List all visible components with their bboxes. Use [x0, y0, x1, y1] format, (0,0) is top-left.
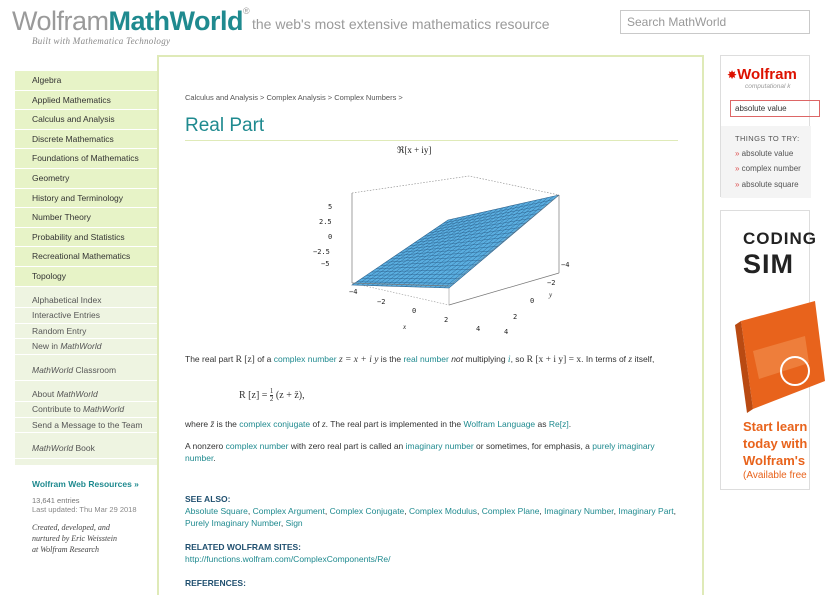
z-tick: 2.5	[319, 218, 332, 226]
sidebar-item-book[interactable]	[15, 439, 157, 459]
wolfram-alpha-input[interactable]: absolute value	[730, 100, 820, 117]
wolfram-alpha-logo[interactable]	[727, 66, 797, 83]
text: .	[213, 453, 215, 463]
x-axis-label: x	[402, 323, 407, 331]
sidebar-item-number-theory[interactable]: Number Theory	[15, 208, 157, 228]
fraction-numerator: 1	[270, 388, 274, 396]
text: .	[569, 419, 571, 429]
fraction-denominator: 2	[270, 396, 274, 403]
y-tick: −2	[547, 279, 555, 287]
x-tick: 2	[444, 316, 448, 324]
sidebar-item-recreational[interactable]: Recreational Mathematics	[15, 247, 157, 267]
formula-rhs: (z + z̄),	[273, 390, 304, 401]
z-tick: −2.5	[313, 248, 330, 256]
emphasis-not: not	[451, 354, 463, 364]
text: of a	[255, 354, 274, 364]
sidebar-divider	[15, 459, 157, 465]
y-tick: 2	[513, 313, 517, 321]
book-suffix: Book	[73, 443, 95, 453]
text: multiplying	[463, 354, 508, 364]
sidebar-item-discrete-mathematics[interactable]: Discrete Mathematics	[15, 130, 157, 150]
text: with zero real part is called an	[288, 441, 405, 451]
math-z: z	[322, 420, 326, 430]
wolfram-alpha-logo-text: Wolfram	[737, 66, 797, 83]
wolfram-web-resources-link[interactable]: Wolfram Web Resources »	[15, 479, 157, 489]
x-tick: 0	[412, 307, 416, 315]
text: or sometimes, for emphasis, a	[474, 441, 593, 451]
bullet-icon: »	[735, 149, 742, 158]
sidebar-item-random-entry[interactable]: Random Entry	[15, 324, 157, 340]
real-part-formula	[239, 388, 305, 403]
link-complex-number[interactable]: complex number	[226, 441, 289, 451]
sidebar-item-send-message[interactable]: Send a Message to the Team	[15, 418, 157, 434]
see-also-link[interactable]: Sign	[286, 518, 303, 528]
y-tick: −4	[561, 261, 569, 269]
new-in-name: MathWorld	[60, 341, 101, 351]
classroom-name: MathWorld	[32, 365, 73, 375]
z-tick: 0	[328, 233, 332, 241]
math-z: z	[628, 355, 632, 365]
site-header	[0, 0, 800, 54]
try-example-label: complex number	[742, 164, 801, 173]
things-to-try-heading: THINGS TO TRY:	[735, 134, 800, 143]
last-updated: Last updated: Thu Mar 29 2018	[15, 505, 157, 514]
math-z-def: z = x + i y	[337, 355, 379, 365]
try-example-label: absolute square	[742, 180, 799, 189]
sidebar-item-new-in-mathworld[interactable]	[15, 339, 157, 355]
y-tick: 0	[530, 297, 534, 305]
link-complex-conjugate[interactable]: complex conjugate	[239, 419, 310, 429]
page-title: Real Part	[185, 115, 264, 137]
link-wolfram-language[interactable]: Wolfram Language	[463, 419, 535, 429]
text: as	[535, 419, 549, 429]
text: of	[310, 419, 322, 429]
site-tagline: the web's most extensive mathematics resource	[252, 16, 550, 32]
breadcrumb[interactable]: Calculus and Analysis > Complex Analysis > Complex Numbers >	[185, 93, 403, 102]
text: A nonzero	[185, 441, 226, 451]
related-site-link[interactable]: http://functions.wolfram.com/ComplexComponents/Re/	[185, 553, 680, 565]
ad-line-5: Wolfram's	[743, 453, 805, 468]
wolfram-alpha-subtitle: computational k	[745, 83, 791, 90]
text: . In terms of	[581, 354, 628, 364]
see-also-link[interactable]: Purely Imaginary Number	[185, 518, 281, 528]
sidebar-item-topology[interactable]: Topology	[15, 267, 157, 287]
see-also-link[interactable]: Imaginary Number	[544, 506, 613, 516]
ad-line-3: Start learn	[743, 419, 807, 434]
sidebar-item-history[interactable]: History and Terminology	[15, 189, 157, 209]
try-example-link[interactable]	[735, 164, 801, 173]
see-also-list: Absolute Square, Complex Argument, Complex Conjugate, Complex Modulus, Complex Plane, Imaginary Number, Imaginary Part, Purely Imaginary Number, Sign	[185, 505, 680, 529]
see-also-link[interactable]: Complex Plane	[482, 506, 540, 516]
sidebar-item-algebra[interactable]: Algebra	[15, 71, 157, 91]
see-also-link[interactable]: Absolute Square	[185, 506, 248, 516]
see-also-link[interactable]: Complex Conjugate	[330, 506, 405, 516]
x-tick: −4	[349, 288, 357, 296]
y-tick: 4	[504, 328, 508, 336]
site-logo[interactable]	[12, 6, 250, 37]
main-content	[157, 55, 704, 595]
sidebar-item-contribute[interactable]	[15, 402, 157, 418]
see-also-link[interactable]: Imaginary Part	[618, 506, 673, 516]
left-sidebar	[15, 71, 157, 555]
plot-box-back	[352, 176, 559, 195]
link-re-function[interactable]: Re[z]	[549, 419, 569, 429]
formula-lhs: R [z] =	[239, 390, 270, 401]
math-re-identity: R [x + i y] = x	[527, 355, 582, 365]
classroom-suffix: Classroom	[73, 365, 116, 375]
try-example-label: absolute value	[742, 149, 794, 158]
search-input[interactable]: Search MathWorld	[620, 10, 810, 34]
text: , so	[511, 354, 527, 364]
sidebar-item-alphabetical-index[interactable]: Alphabetical Index	[15, 293, 157, 309]
ad-headline-1: CODING	[743, 229, 817, 249]
title-divider	[185, 140, 678, 141]
z-tick: −5	[321, 260, 329, 268]
ad-line-4: today with	[743, 436, 807, 451]
y-axis-label: y	[548, 291, 553, 299]
logo-mathworld: MathWorld	[109, 6, 243, 36]
related-sites-heading: RELATED WOLFRAM SITES:	[185, 542, 301, 552]
sidebar-item-probability[interactable]: Probability and Statistics	[15, 228, 157, 248]
plot-box-edge	[449, 273, 559, 305]
paragraph-imaginary	[185, 440, 680, 464]
math-re-z: R [z]	[236, 355, 255, 365]
x-tick: 4	[476, 325, 480, 333]
things-to-try	[721, 126, 811, 198]
about-prefix: About	[32, 389, 57, 399]
logo-wolfram: Wolfram	[12, 6, 109, 36]
see-also-link[interactable]: Complex Argument	[253, 506, 325, 516]
contribute-name: MathWorld	[83, 404, 124, 414]
z-tick: 5	[328, 203, 332, 211]
sidebar-item-foundations[interactable]: Foundations of Mathematics	[15, 149, 157, 169]
plot-title: ℜ[x + iy]	[397, 145, 431, 155]
credits: Created, developed, and nurtured by Eric Weisstein at Wolfram Research	[15, 522, 157, 555]
book-advertisement[interactable]	[720, 210, 810, 490]
text: is the	[214, 419, 239, 429]
link-imaginary-number[interactable]: imaginary number	[406, 441, 474, 451]
sidebar-item-classroom[interactable]	[15, 361, 157, 381]
book-cover-image	[735, 301, 825, 416]
about-name: MathWorld	[57, 389, 98, 399]
see-also-link[interactable]: Complex Modulus	[409, 506, 477, 516]
try-example-link[interactable]	[735, 149, 793, 158]
book-name: MathWorld	[32, 443, 73, 453]
paragraph-definition	[185, 353, 680, 366]
sidebar-item-interactive-entries[interactable]: Interactive Entries	[15, 308, 157, 324]
link-i[interactable]: i	[508, 355, 511, 365]
x-tick: −2	[377, 298, 385, 306]
references-heading: REFERENCES:	[185, 578, 246, 588]
bullet-icon: »	[735, 164, 742, 173]
sidebar-item-calculus-and-analysis[interactable]: Calculus and Analysis	[15, 110, 157, 130]
see-also-heading: SEE ALSO:	[185, 494, 231, 504]
bullet-icon: »	[735, 180, 742, 189]
new-in-prefix: New in	[32, 341, 60, 351]
text: . The real part is implemented in the	[326, 419, 464, 429]
logo-subtitle: Built with Mathematica Technology	[32, 36, 170, 46]
try-example-link[interactable]	[735, 180, 799, 189]
entry-count: 13,641 entries	[15, 496, 157, 505]
text: where	[185, 419, 211, 429]
link-purely-imaginary-number[interactable]: purely imaginary number	[185, 441, 655, 463]
text: is the	[378, 354, 403, 364]
ad-headline-2: SIM	[743, 249, 794, 280]
sidebar-item-geometry[interactable]: Geometry	[15, 169, 157, 189]
logo-trademark: ®	[243, 6, 250, 16]
link-complex-number[interactable]: complex number	[274, 354, 337, 364]
math-zbar: z̄	[211, 420, 215, 430]
contribute-prefix: Contribute to	[32, 404, 83, 414]
sidebar-item-about[interactable]	[15, 387, 157, 403]
sidebar-item-applied-mathematics[interactable]: Applied Mathematics	[15, 91, 157, 111]
wolfram-alpha-widget	[720, 55, 810, 197]
text: itself,	[632, 354, 654, 364]
wolfram-spikey-icon: ✸	[727, 68, 737, 82]
text: The real part	[185, 354, 236, 364]
ad-line-6: (Available free	[743, 470, 807, 481]
paragraph-conjugate	[185, 418, 680, 431]
real-part-3d-plot	[299, 143, 569, 343]
link-real-number[interactable]: real number	[403, 354, 448, 364]
